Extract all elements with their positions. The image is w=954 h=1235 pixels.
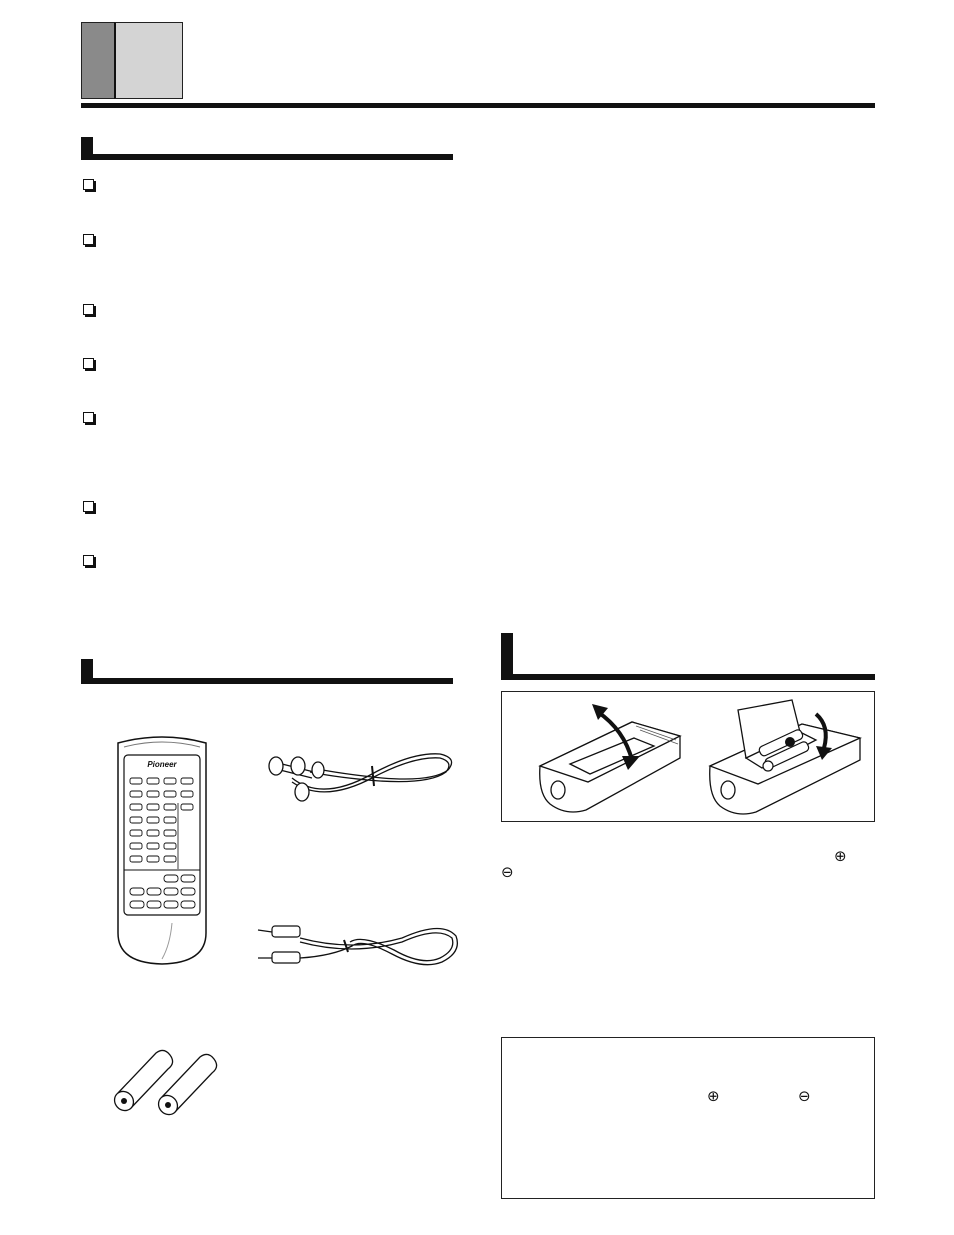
feature-bullet-checkbox-2 [83,234,94,245]
remote-brand-label: Pioneer [147,760,177,769]
aa-batteries-icon [112,1043,220,1117]
feature-bullet-checkbox-3 [83,304,94,315]
remote-cover-open-icon [536,700,686,815]
feature-bullet-checkbox-4 [83,358,94,369]
feature-bullet-checkbox-7 [83,555,94,566]
battery-heading-block [501,633,513,680]
remote-control-icon [110,733,214,967]
battery-illustration-box [501,691,875,822]
feature-bullet-checkbox-5 [83,412,94,423]
battery-heading-rule [501,674,875,680]
stereo-mini-plug-cable-icon [252,916,462,974]
header-tab-light [114,22,183,99]
feature-bullet-checkbox-6 [83,501,94,512]
feature-bullet-checkbox-1 [83,179,94,190]
accessories-heading-rule [81,678,453,684]
caution-plus-symbol: ⊕ [707,1087,720,1105]
remote-insert-batteries-icon [706,696,866,818]
rca-audio-cable-icon [262,742,457,804]
header-tab-dark [81,22,115,99]
header-rule [81,103,875,108]
minus-polarity-symbol: ⊖ [501,863,514,881]
plus-polarity-symbol: ⊕ [834,847,847,865]
caution-box [501,1037,875,1199]
features-heading-rule [81,154,453,160]
caution-minus-symbol: ⊖ [798,1087,811,1105]
